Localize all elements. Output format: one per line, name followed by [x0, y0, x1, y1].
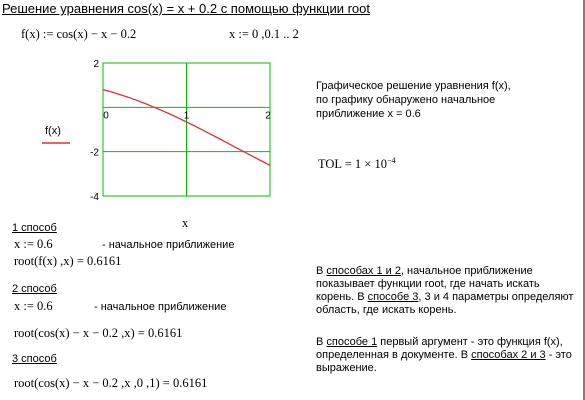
tolerance-value: TOL = 1 × 10	[318, 157, 387, 171]
plot-grid	[103, 63, 270, 196]
link-method-1[interactable]: способе 1	[326, 336, 378, 348]
explanation-paragraph-2	[316, 336, 578, 375]
explanation-1-text-c: , 3 и 4 параметры определяют область, где искать корень.	[316, 291, 574, 316]
method-1-comment: - начальное приближение	[102, 239, 235, 251]
plot-legend-line	[42, 141, 72, 145]
y-tick-label: 2	[93, 59, 99, 70]
graph-note-line-1: Графическое решение уравнения f(x),	[316, 80, 511, 92]
method-2-root-result[interactable]: root(cos(x) − x − 0.2 ,x) = 0.6161	[14, 326, 183, 340]
graph-note-line-2: по графику обнаружено начальное	[316, 94, 496, 106]
explanation-paragraph-1	[316, 265, 578, 317]
method-3-root-result[interactable]: root(cos(x) − x − 0.2 ,x ,0 ,1) = 0.6161	[14, 376, 208, 390]
method-2-heading: 2 способ	[12, 283, 57, 295]
plot-ticks	[90, 59, 271, 203]
x-tick-label: 1	[183, 110, 190, 122]
method-2-assignment[interactable]: x := 0.6	[14, 299, 53, 313]
method-3-heading: 3 способ	[12, 353, 57, 365]
explanation-1-text-a: В	[316, 265, 327, 277]
function-definition[interactable]: f(x) := cos(x) − x − 0.2	[21, 27, 137, 41]
tolerance-exponent: −4	[386, 155, 396, 165]
link-method-3[interactable]: способе 3	[367, 291, 419, 303]
range-variable-definition[interactable]: x := 0 ,0.1 .. 2	[229, 27, 299, 41]
method-1-root-result[interactable]: root(f(x) ,x) = 0.6161	[14, 254, 122, 268]
explanation-2-text-c: - это выражение.	[316, 349, 572, 374]
method-1-heading: 1 способ	[12, 222, 57, 234]
page-title: Решение уравнения cos(x) = x + 0.2 с помощью функции root	[2, 1, 370, 16]
explanation-2-text-a: В	[316, 336, 327, 348]
method-1-assignment[interactable]: x := 0.6	[14, 237, 53, 251]
plot-x-axis-label: x	[182, 216, 189, 230]
y-tick-label: -2	[90, 147, 99, 159]
method-2-comment: - начальное приближение	[94, 301, 227, 313]
tolerance-definition[interactable]	[318, 157, 395, 172]
link-methods-1-2[interactable]: способах 1 и 2	[326, 265, 401, 277]
explanation-2-text-b: первый аргумент - это функция f(x), определенная в документе. В	[316, 336, 563, 361]
x-tick-label: 2	[265, 110, 271, 122]
plot-legend-label: f(x)	[45, 125, 61, 137]
x-tick-label: 0	[103, 110, 109, 122]
explanation-1-text-b: , начальное приближение показывает функции root, где начать искать корень. В	[316, 265, 540, 303]
xy-plot[interactable]	[0, 0, 300, 240]
link-methods-2-3[interactable]: способах 2 и 3	[471, 349, 546, 361]
graph-note-line-3: приближение x = 0.6	[316, 108, 421, 120]
y-tick-label: -4	[90, 192, 99, 203]
